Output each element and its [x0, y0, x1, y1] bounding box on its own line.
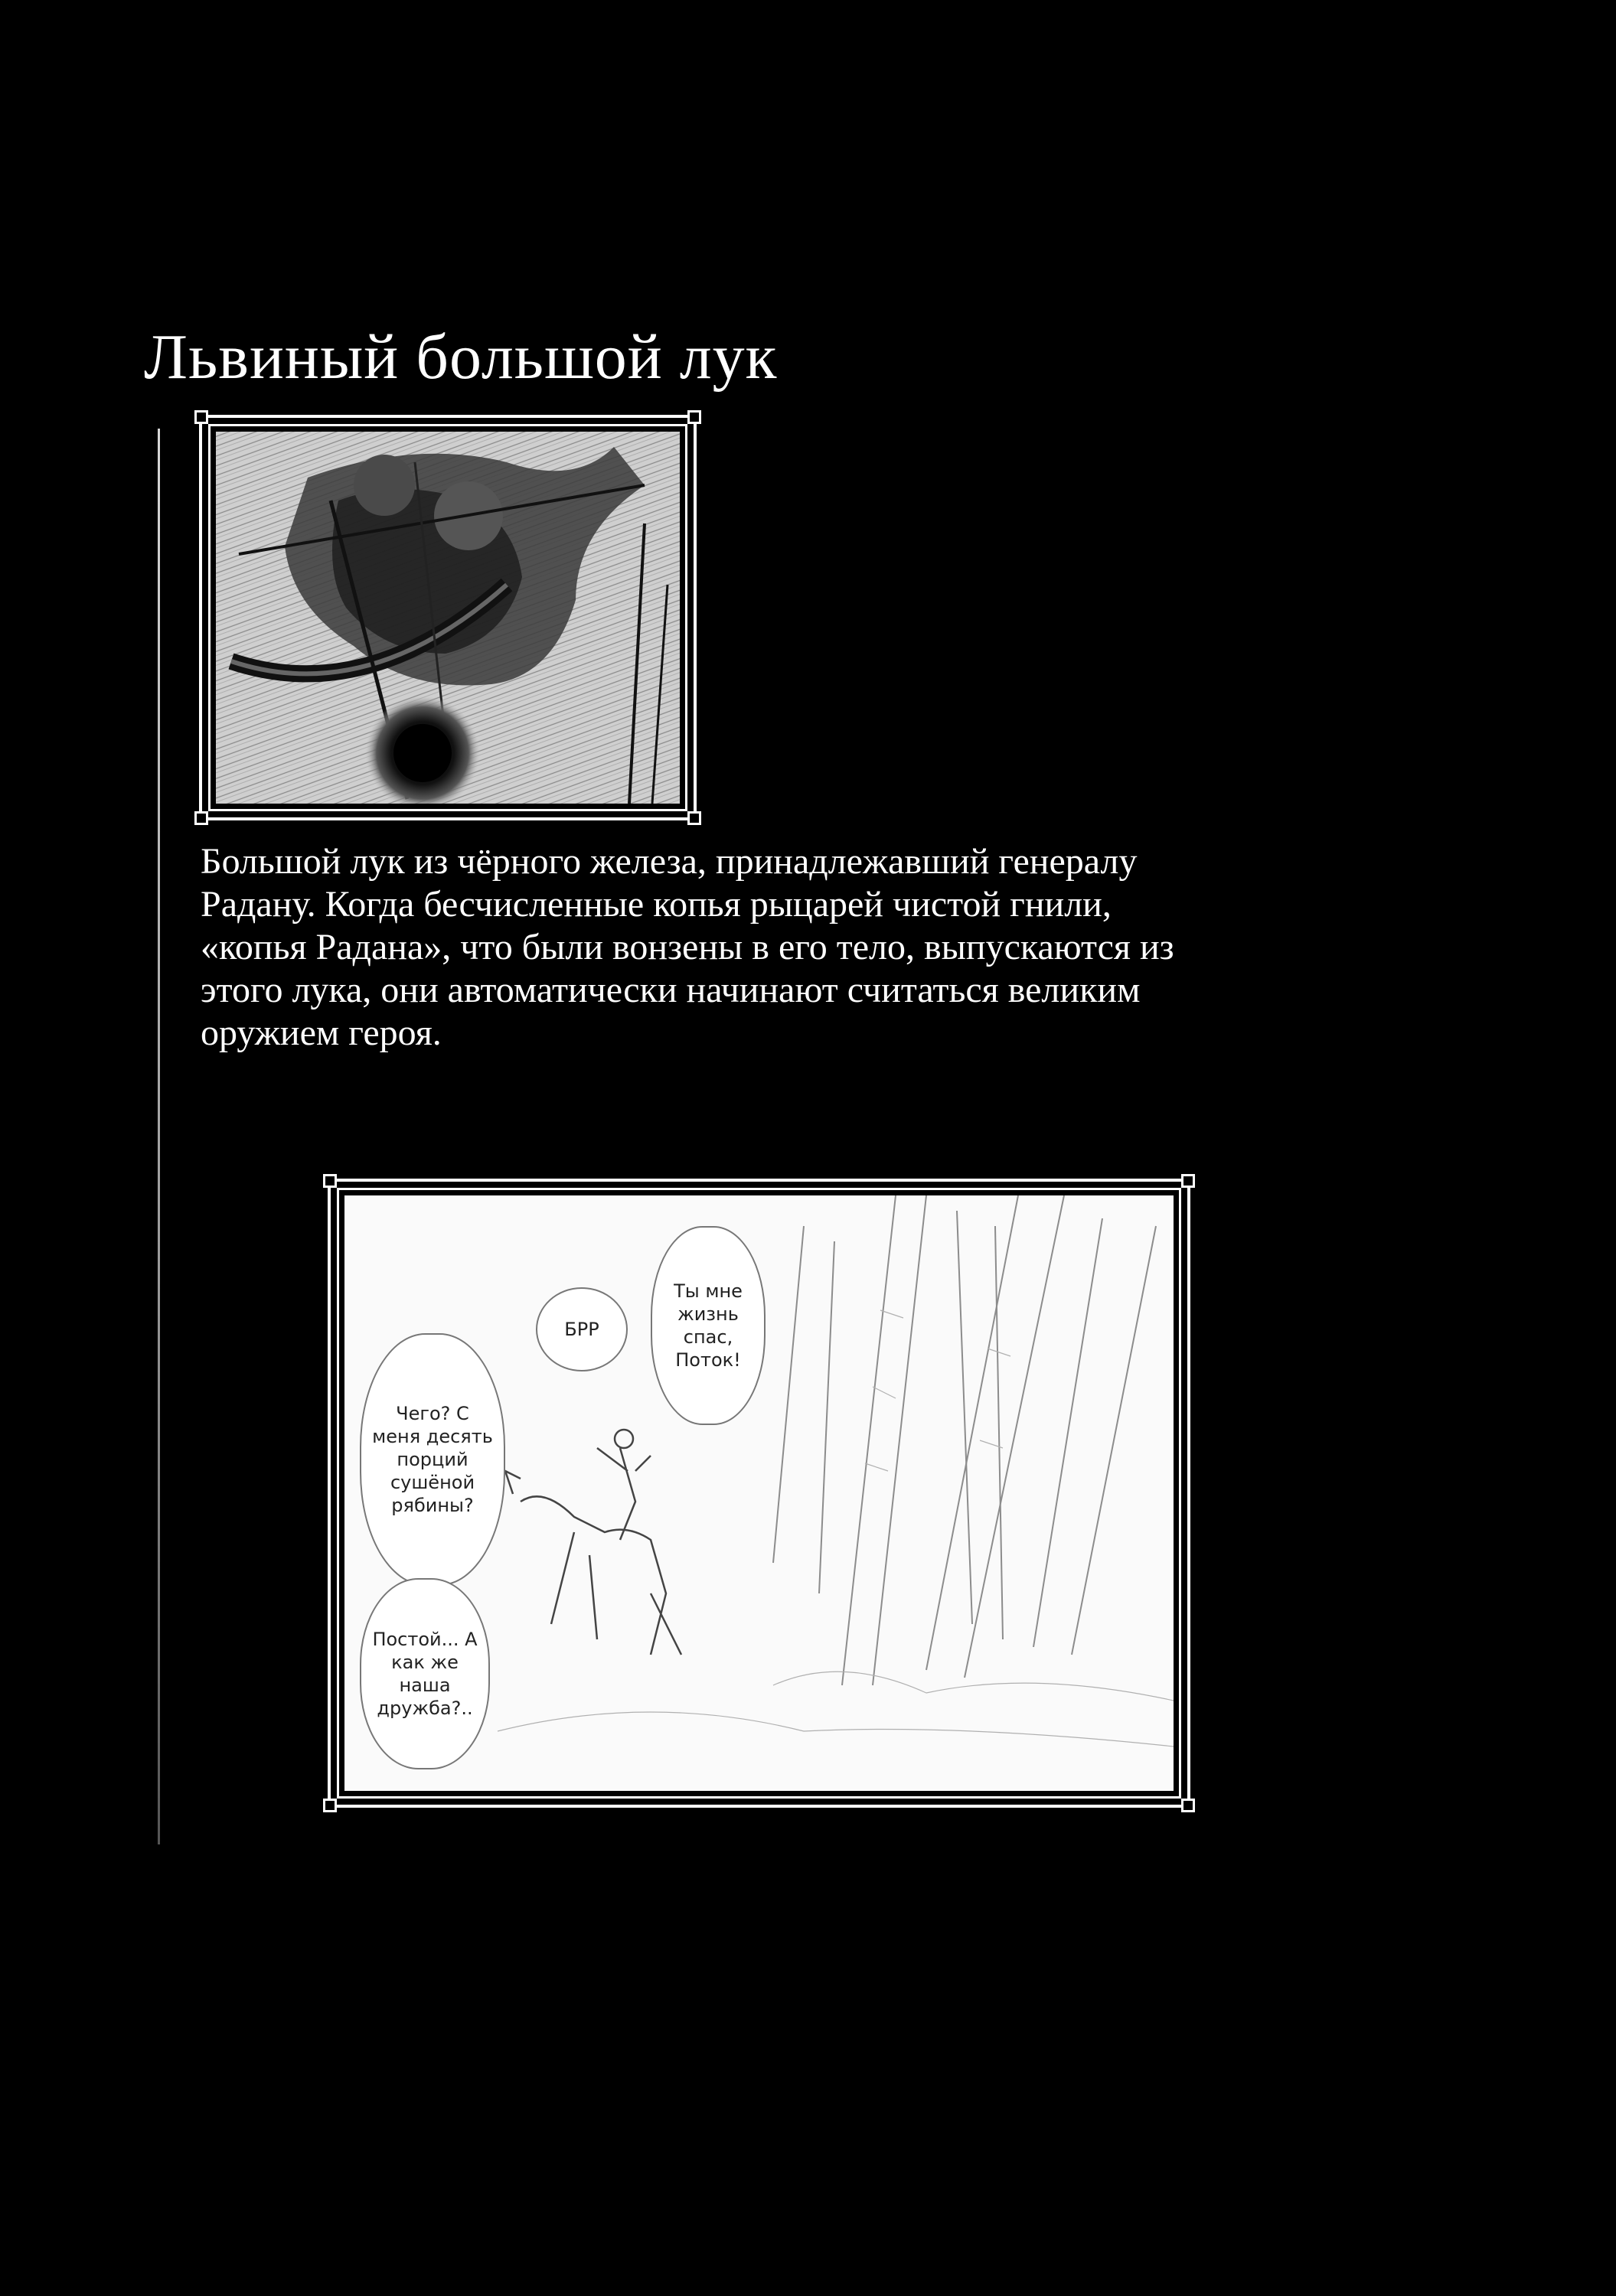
sfx-bubble [536, 1287, 628, 1371]
frame-corner [1181, 1799, 1195, 1812]
frame-corner [323, 1799, 337, 1812]
frame-corner [687, 410, 701, 424]
illustration-frame-top [199, 415, 697, 820]
sfx-text: БРР [564, 1319, 599, 1340]
speech-bubble-wait [360, 1578, 490, 1769]
speech-text-what: Чего? С меня десять порций сушёной рябины? [372, 1403, 493, 1516]
speech-text-wait: Постой... А как же наша дружба?.. [372, 1629, 478, 1719]
frame-corner [1181, 1174, 1195, 1188]
comic-sketch [344, 1195, 1174, 1791]
speech-bubble-thanks [651, 1226, 766, 1425]
item-description: Большой лук из чёрного железа, принадлежавший генералу Радану. Когда бесчисленные копья рыцарей чистой гнили, «копья Радана», что были вонзены в его тело, выпускаются из этого лука, они автоматически начинают считаться великим оружием героя. [201, 841, 1174, 1053]
margin-rule [158, 429, 160, 1844]
page-title: Львиный большой лук [144, 321, 778, 393]
illustration-bow-shot [216, 432, 680, 804]
frame-corner [687, 811, 701, 825]
speech-bubble-what [360, 1333, 505, 1586]
frame-corner [194, 410, 208, 424]
speech-text-thanks: Ты мне жизнь спас, Поток! [674, 1280, 743, 1371]
comic-frame-bottom [328, 1179, 1190, 1808]
frame-corner [323, 1174, 337, 1188]
frame-corner [194, 811, 208, 825]
